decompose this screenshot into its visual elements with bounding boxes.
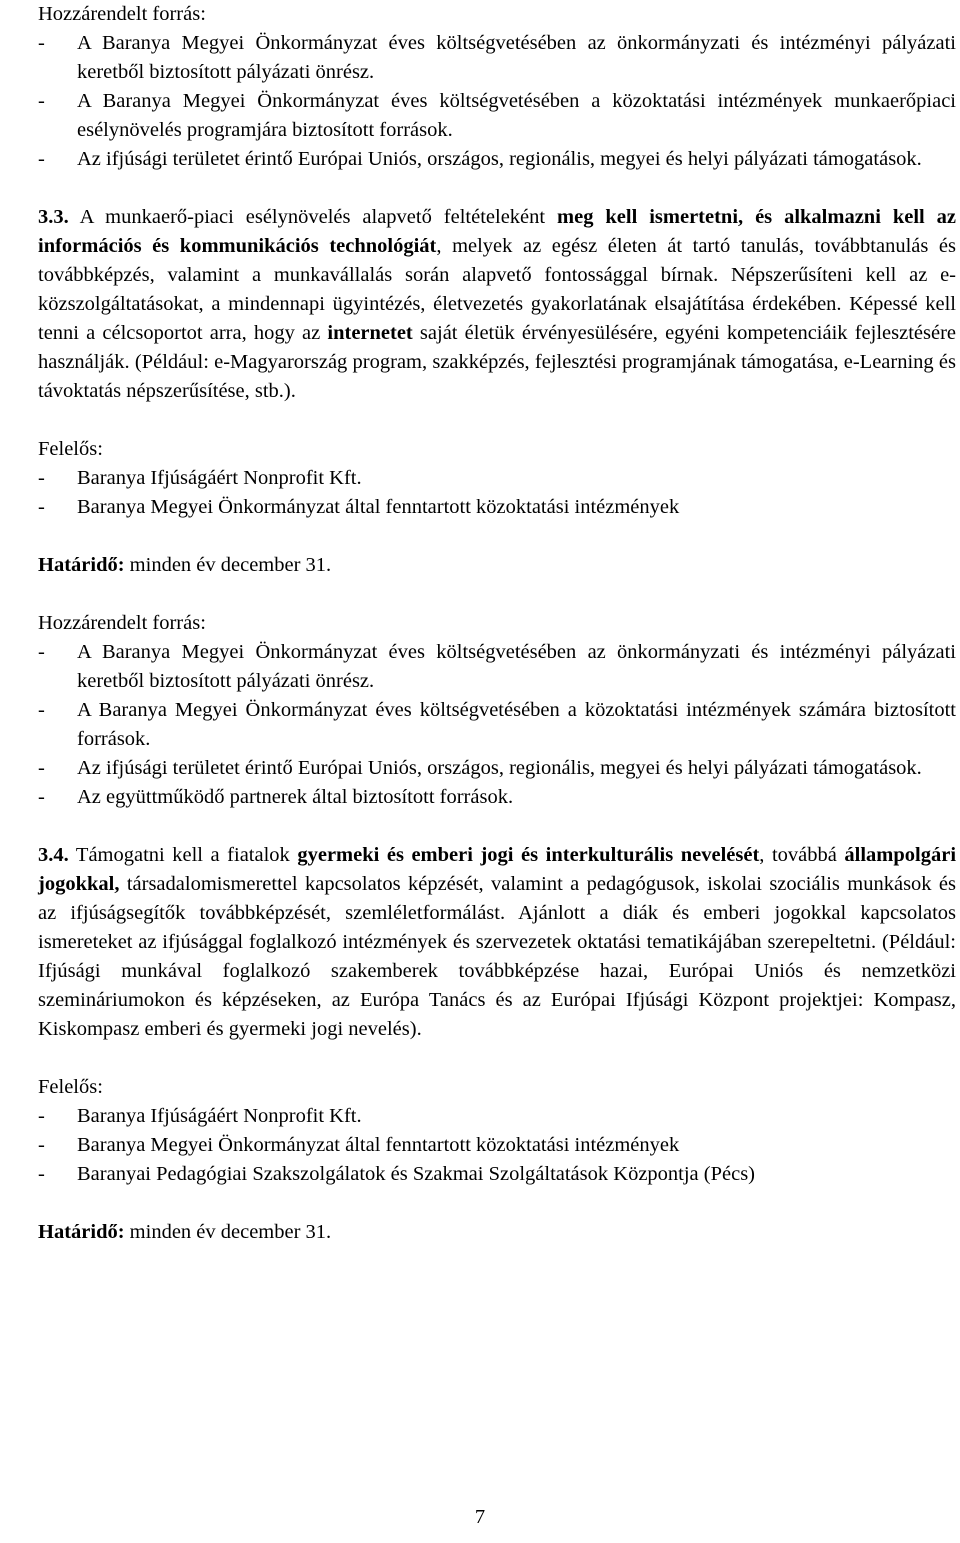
list-dash: - [38, 90, 45, 112]
felelos-heading: Felelős: [38, 438, 103, 460]
list-item [38, 145, 956, 174]
emphasis: gyermeki és emberi jogi és interkulturális nevelését [297, 844, 760, 866]
emphasis: állampolgári jogokkal, [38, 844, 957, 895]
list-item: - A Baranya Megyei Önkormányzat éves költségvetésében az önkormányzati és intézményi pályázati keretből biztosított pályázati önrész. [38, 641, 956, 692]
hatarido-line: Határidő: minden év december 31. [38, 554, 332, 576]
list-item: - A Baranya Megyei Önkormányzat éves költségvetésében a közoktatási intézmények számára biztosított források. [38, 699, 956, 750]
list-dash: - [38, 148, 45, 170]
felelos-heading: Felelős: [38, 1076, 103, 1098]
list-item: - Baranya Ifjúságáért Nonprofit Kft. [38, 1105, 362, 1127]
emphasis: meg kell ismertetni, és alkalmazni kell az információs és kommunikációs technológiát [38, 206, 957, 257]
list-item [38, 87, 956, 145]
section-number: 3.3. [38, 206, 69, 228]
document-page [38, 0, 956, 1247]
list-dash: - [38, 32, 45, 54]
emphasis: internetet [327, 322, 413, 344]
hatarido-label: Határidő: [38, 1221, 125, 1243]
page-number: 7 [474, 1506, 486, 1528]
forras-heading-1: Hozzárendelt forrás: [38, 3, 206, 25]
section-3-4-paragraph: 3.4. Támogatni kell a fiatalok gyermeki és emberi jogi és interkulturális nevelését, továbbá állampolgári jogokkal, társadalomismerettel kapcsolatos képzését, valamint a pedagógusok, iskolai szociális munkások és az ifjúságsegítők továbbképzését, szemléletformálást. Ajánlott a diák és emberi jogokkal kapcsolatos ismereteket az ifjúsággal foglalkozó intézmények és szervezetek oktatási tematikájában szerepeltetni. (Például: Ifjúsági munkával foglalkozó szakemberek továbbképzése hazai, Európai Uniós és nemzetközi szemináriumokon és képzéseken, az Európa Tanács és az Európai Ifjúsági Központ projektjei: Kompasz, Kiskompasz emberi és gyermeki jogi nevelés). [38, 844, 957, 1040]
section-3-3-paragraph: 3.3. A munkaerő-piaci esélynövelés alapvető feltételeként meg kell ismertetni, és alkalmazni kell az információs és kommunikációs technológiát, melyek az egész életen át tartó tanulás, továbbtanulás és továbbképzés, valamint a munkavállalás során alapvető fontossággal bírnak. Népszerűsíteni kell az e-közszolgáltatásokat, a mindennapi ügyintézés, életvezetés gyakorlatának elsajátítása érdekében. Képessé kell tenni a célcsoportot arra, hogy az internetet saját életük érvényesülésére, egyéni kompetenciáik fejlesztésére használják. (Például: e-Magyarország program, szakképzés, fejlesztési programjának támogatása, e-Learning és távoktatás népszerűsítése, stb.). [38, 206, 957, 402]
list-item [38, 29, 956, 87]
section-number: 3.4. [38, 844, 69, 866]
list-item: - Az együttműködő partnerek által biztosított források. [38, 786, 514, 808]
list-item-text: A Baranya Megyei Önkormányzat éves költségvetésében a közoktatási intézmények munkaerőpiaci esélynövelés programjára biztosított források. [77, 90, 956, 141]
list-item-text: Az ifjúsági területet érintő Európai Uniós, országos, regionális, megyei és helyi pályázati támogatások. [77, 148, 922, 170]
list-item: - Baranya Megyei Önkormányzat által fenntartott közoktatási intézmények [38, 496, 680, 518]
list-item: - Baranyai Pedagógiai Szakszolgálatok és Szakmai Szolgáltatások Központja (Pécs) [38, 1163, 756, 1185]
hatarido-label: Határidő: [38, 554, 125, 576]
list-item: - Baranya Megyei Önkormányzat által fenntartott közoktatási intézmények [38, 1134, 680, 1156]
hatarido-line: Határidő: minden év december 31. [38, 1221, 332, 1243]
list-item-text: A Baranya Megyei Önkormányzat éves költségvetésében az önkormányzati és intézményi pályázati keretből biztosított pályázati önrész. [77, 32, 956, 83]
list-item: - Az ifjúsági területet érintő Európai Uniós, országos, regionális, megyei és helyi pályázati támogatások. [38, 757, 922, 779]
forras-heading-2: Hozzárendelt forrás: [38, 612, 206, 634]
list-item: - Baranya Ifjúságáért Nonprofit Kft. [38, 467, 362, 489]
